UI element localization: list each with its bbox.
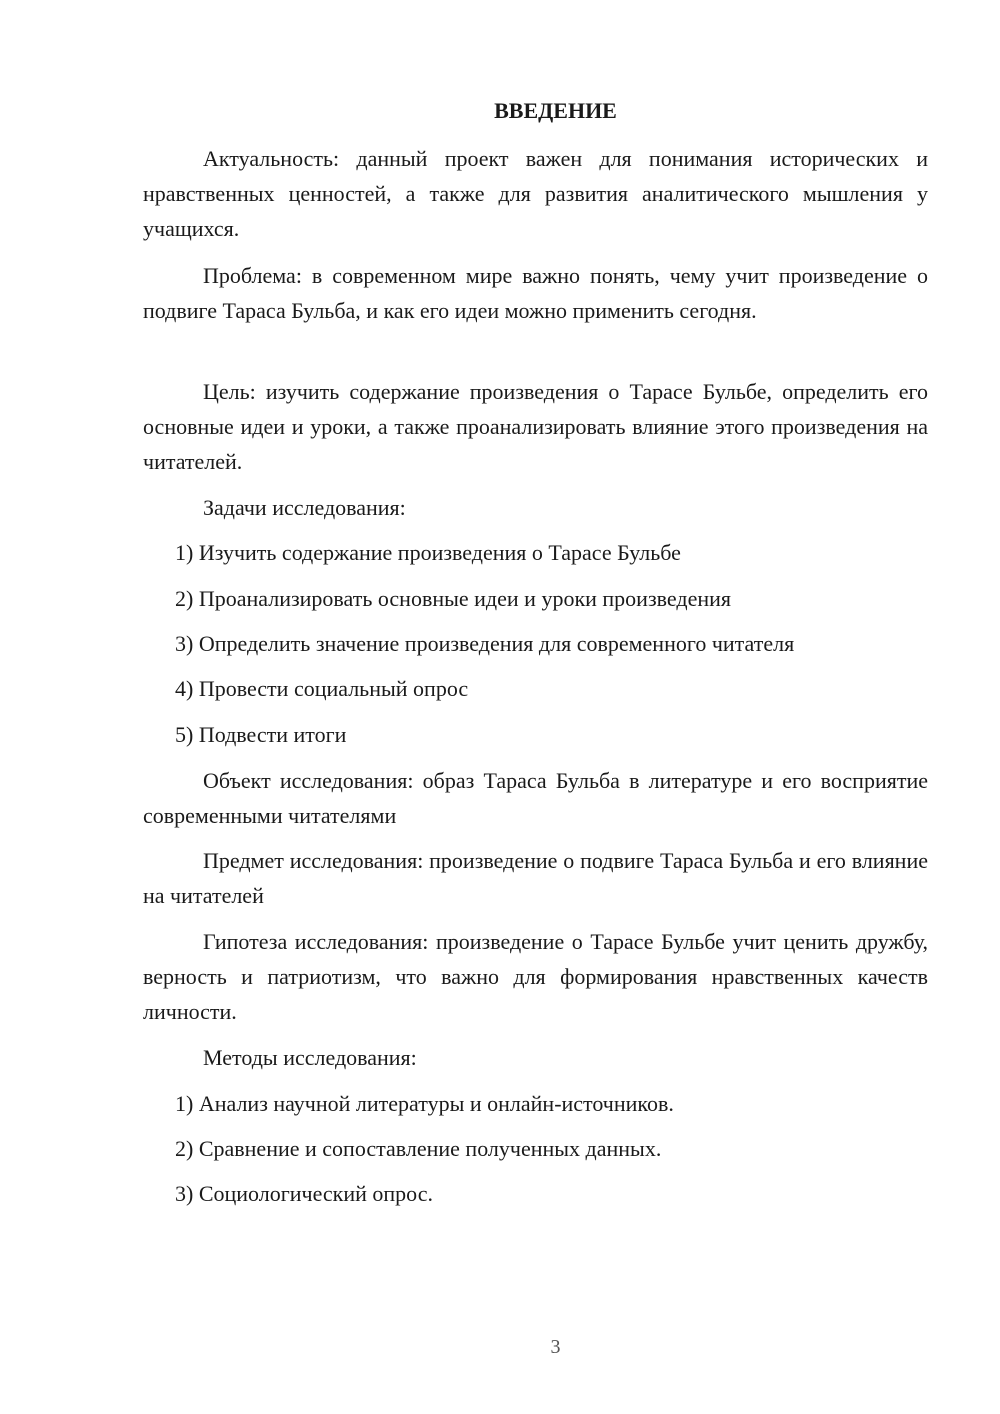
- task-item: 2) Проанализировать основные идеи и уроки произведения: [175, 586, 731, 611]
- task-item: 1) Изучить содержание произведения о Тарасе Бульбе: [175, 540, 681, 565]
- object-paragraph: Объект исследования: образ Тараса Бульба в литературе и его восприятие современными читателями: [143, 768, 928, 828]
- method-item: 2) Сравнение и сопоставление полученных данных.: [175, 1136, 662, 1161]
- methods-heading: Методы исследования:: [203, 1045, 417, 1070]
- method-item: 3) Социологический опрос.: [175, 1181, 433, 1206]
- tasks-heading: Задачи исследования:: [203, 495, 406, 520]
- relevance-paragraph: Актуальность: данный проект важен для понимания исторических и нравственных ценностей, а также для развития аналитического мышления у учащихся.: [143, 146, 928, 241]
- hypothesis-paragraph: Гипотеза исследования: произведение о Тарасе Бульбе учит ценить дружбу, верность и патриотизм, что важно для формирования нравственных качеств личности.: [143, 929, 928, 1024]
- document-page: [143, 0, 928, 1414]
- subject-paragraph: Предмет исследования: произведение о подвиге Тараса Бульба и его влияние на читателей: [143, 848, 928, 908]
- task-item: 5) Подвести итоги: [175, 722, 347, 747]
- page-number: 3: [550, 1336, 561, 1358]
- problem-paragraph: Проблема: в современном мире важно понять, чему учит произведение о подвиге Тараса Бульба, и как его идеи можно применить сегодня.: [143, 263, 928, 323]
- task-item: 4) Провести социальный опрос: [175, 676, 469, 701]
- page-title: ВВЕДЕНИЕ: [494, 98, 617, 123]
- task-item: 3) Определить значение произведения для современного читателя: [175, 631, 795, 656]
- goal-paragraph: Цель: изучить содержание произведения о Тарасе Бульбе, определить его основные идеи и уроки, а также проанализировать влияние этого произведения на читателей.: [143, 379, 928, 474]
- method-item: 1) Анализ научной литературы и онлайн-источников.: [175, 1091, 674, 1116]
